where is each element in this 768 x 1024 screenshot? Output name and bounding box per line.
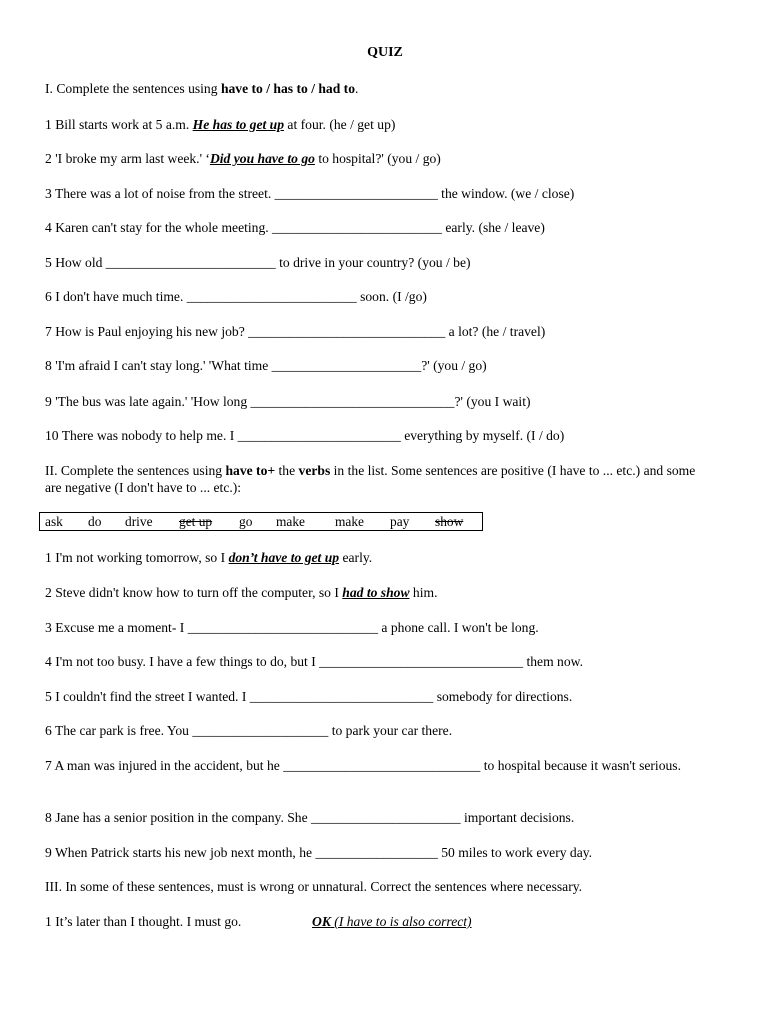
answer-blank[interactable]: _________________________ [272,220,442,235]
answer: He has to get up [192,117,285,132]
verb-word-used: get up [179,514,213,529]
answer: OK (I have to is also correct) [312,914,472,929]
section2-item-9: 9 When Patrick starts his new job next month, he __________________ 50 miles to work every day. [45,845,593,860]
answer-blank[interactable]: _________________________ [105,255,276,270]
answer-blank[interactable]: ________________________ [237,428,401,443]
section1-item-4: 4 Karen can't stay for the whole meeting. _________________________ early. (she / leave) [45,220,545,235]
section2-number: II [45,463,55,478]
answer-blank[interactable]: ______________________ [271,358,422,373]
section3-instructions: III. In some of these sentences, must is wrong or unnatural. Correct the sentences where necessary. [45,879,583,894]
page-title: QUIZ [367,45,403,60]
section2-item-6: 6 The car park is free. You ____________________ to park your car there. [45,723,453,738]
verb-word: go [239,514,253,529]
verb-word: do [88,514,102,529]
section1-item-5: 5 How old _________________________ to drive in your country? (you / be) [45,255,471,270]
section1-number: I [45,81,50,96]
answer-blank[interactable]: _____________________________ [283,758,481,773]
section1-item-10: 10 There was nobody to help me. I ________________________ everything by myself. (I / do) [45,428,565,443]
answer-blank[interactable]: ______________________________ [319,654,524,669]
verb-word: make [335,514,364,529]
verb-word-used: show [435,514,464,529]
answer-blank[interactable]: ______________________ [311,810,461,825]
verb-word: drive [125,514,153,529]
answer-blank[interactable]: ___________________________ [249,689,434,704]
section2-item-1: 1 I'm not working tomorrow, so I don’t have to get up early. [45,550,373,565]
answer: Did you have to go [209,151,315,166]
section2-instructions: II. Complete the sentences using have to+ the verbs in the list. Some sentences are positive (I have to ... etc.) and some are negative (I don't have to ... etc.): [45,463,696,495]
section2-item-2: 2 Steve didn't know how to turn off the computer, so I had to show him. [45,585,438,600]
section1-item-9: 9 'The bus was late again.' 'How long ______________________________?' (you I wait) [45,394,531,409]
answer: had to show [342,585,410,600]
verb-word: ask [45,514,63,529]
section1-item-7: 7 How is Paul enjoying his new job? _____________________________ a lot? (he / travel) [45,324,546,339]
section1-item-8: 8 'I'm afraid I can't stay long.' 'What time ______________________?' (you / go) [45,358,487,373]
verb-list-box [39,512,483,531]
section2-item-4: 4 I'm not too busy. I have a few things to do, but I ______________________________ them now. [45,654,583,669]
answer-blank[interactable]: __________________ [315,845,438,860]
answer-blank[interactable]: _____________________________ [248,324,446,339]
section1-item-3: 3 There was a lot of noise from the street. ________________________ the window. (we / close) [45,186,575,201]
section2-item-3: 3 Excuse me a moment- I ____________________________ a phone call. I won't be long. [45,620,539,635]
section3-number: III [45,879,59,894]
section3-item-1: 1 It’s later than I thought. I must go. OK (I have to is also correct) [45,914,472,929]
section1-instructions: I. Complete the sentences using have to / has to / had to. [45,81,359,96]
section2-item-7: 7 A man was injured in the accident, but he _____________________________ to hospital because it wasn't serious. [45,758,681,773]
verb-word: make [276,514,305,529]
section1-item-1: 1 Bill starts work at 5 a.m. He has to get up at four. (he / get up) [45,117,396,132]
verb-word: pay [390,514,410,529]
answer-blank[interactable]: ________________________ [274,186,438,201]
answer-blank[interactable]: ____________________________ [187,620,379,635]
answer-blank[interactable]: _________________________ [186,289,357,304]
section1-item-2: 2 'I broke my arm last week.' ‘Did you have to go to hospital?' (you / go) [45,151,441,166]
section2-item-5: 5 I couldn't find the street I wanted. I ___________________________ somebody for directions. [45,689,573,704]
answer-blank[interactable]: ______________________________ [250,394,455,409]
section1-item-6: 6 I don't have much time. _________________________ soon. (I /go) [45,289,427,304]
answer-blank[interactable]: ____________________ [192,723,329,738]
section2-item-8: 8 Jane has a senior position in the company. She ______________________ important decisions. [45,810,575,825]
answer: don’t have to get up [228,550,340,565]
